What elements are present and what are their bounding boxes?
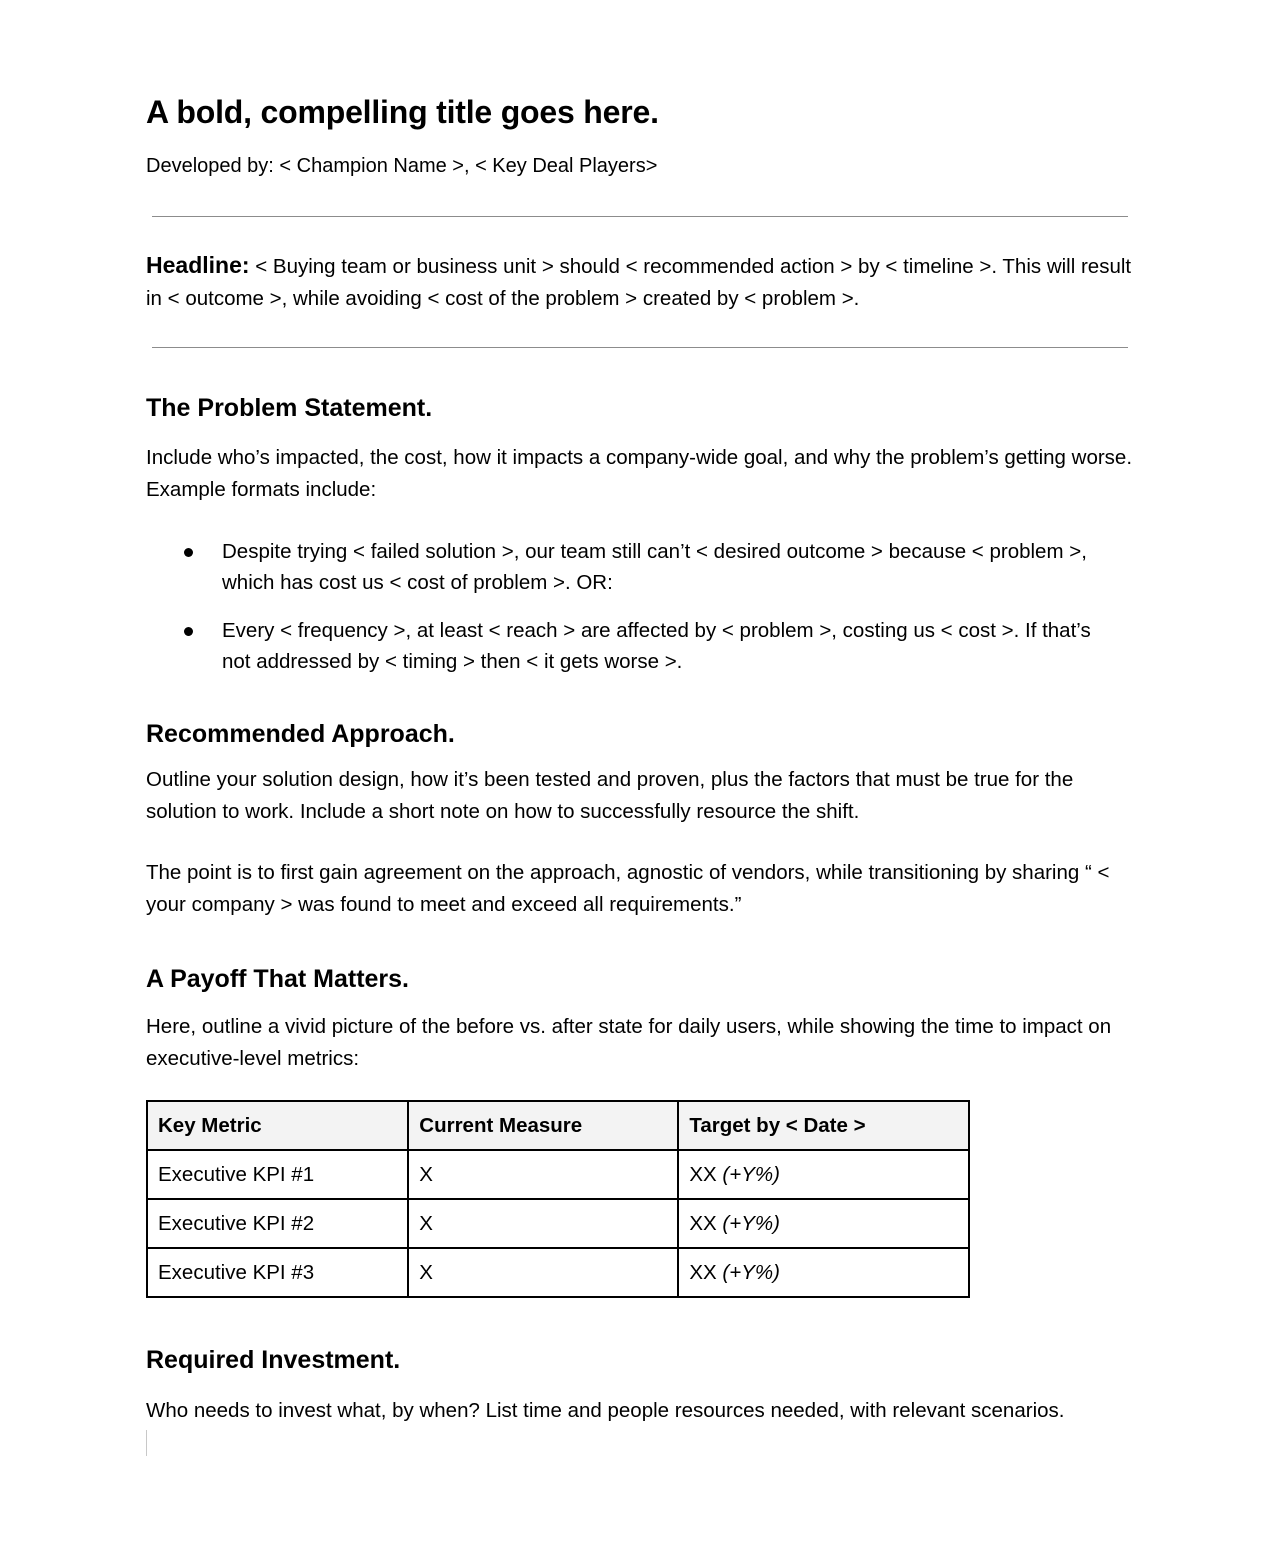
table-row — [147, 1150, 969, 1199]
developed-by-line: Developed by: < Champion Name >, < Key Deal Players> — [146, 155, 658, 177]
target-change: (+Y%) — [722, 1162, 780, 1186]
target-cell — [678, 1248, 969, 1297]
current-measure-cell: X — [408, 1248, 678, 1297]
column-header-current-measure: Current Measure — [408, 1101, 678, 1150]
problem-intro: Include who’s impacted, the cost, how it impacts a company-wide goal, and why the problem’s getting worse. Example formats include: — [146, 446, 1133, 501]
document-title: A bold, compelling title goes here. — [146, 94, 659, 130]
list-item — [146, 536, 1102, 598]
target-value: XX — [689, 1260, 723, 1284]
kpi-table — [146, 1100, 970, 1298]
bullet-text: Despite trying < failed solution >, our team still can’t < desired outcome > because < problem >, which has cost us < cost of problem >. OR: — [222, 540, 1087, 594]
metric-cell: Executive KPI #1 — [147, 1150, 408, 1199]
column-header-target: Target by < Date > — [678, 1101, 969, 1150]
problem-bullet-list — [146, 536, 1136, 677]
metric-cell: Executive KPI #2 — [147, 1199, 408, 1248]
bullet-text: Every < frequency >, at least < reach > are affected by < problem >, costing us < cost >. If that’s not addressed by < timing > then < it gets worse >. — [222, 619, 1091, 673]
approach-paragraph-1: Outline your solution design, how it’s been tested and proven, plus the factors that must be true for the solution to work. Include a short note on how to successfully resource the shift. — [146, 768, 1074, 823]
payoff-intro: Here, outline a vivid picture of the before vs. after state for daily users, while showing the time to impact on executive-level metrics: — [146, 1015, 1112, 1070]
approach-heading: Recommended Approach. — [146, 720, 455, 748]
target-change: (+Y%) — [722, 1211, 780, 1235]
column-header-key-metric: Key Metric — [147, 1101, 408, 1150]
bullet-icon — [184, 548, 193, 557]
problem-heading: The Problem Statement. — [146, 394, 433, 422]
bullet-icon — [184, 627, 193, 636]
metric-cell: Executive KPI #3 — [147, 1248, 408, 1297]
investment-heading: Required Investment. — [146, 1346, 401, 1374]
list-item — [146, 615, 1102, 677]
current-measure-cell: X — [408, 1150, 678, 1199]
current-measure-cell: X — [408, 1199, 678, 1248]
target-cell — [678, 1199, 969, 1248]
target-change: (+Y%) — [722, 1260, 780, 1284]
table-row — [147, 1199, 969, 1248]
table-row — [147, 1248, 969, 1297]
payoff-heading: A Payoff That Matters. — [146, 965, 410, 993]
top-divider — [152, 216, 1128, 217]
target-cell — [678, 1150, 969, 1199]
target-value: XX — [689, 1162, 723, 1186]
headline-paragraph — [146, 250, 1136, 314]
bottom-divider — [152, 347, 1128, 348]
headline-label: Headline: — [146, 252, 250, 278]
target-value: XX — [689, 1211, 723, 1235]
text-cursor[interactable] — [146, 1430, 147, 1456]
investment-paragraph: Who needs to invest what, by when? List time and people resources needed, with relevant scenarios. — [146, 1399, 1065, 1422]
headline-text: < Buying team or business unit > should < recommended action > by < timeline >. This will result in < outcome >, while avoiding < cost of the problem > created by < problem >. — [146, 255, 1132, 310]
table-header-row — [147, 1101, 969, 1150]
approach-paragraph-2: The point is to first gain agreement on the approach, agnostic of vendors, while transitioning by sharing “ < your company > was found to meet and exceed all requirements.” — [146, 861, 1110, 916]
